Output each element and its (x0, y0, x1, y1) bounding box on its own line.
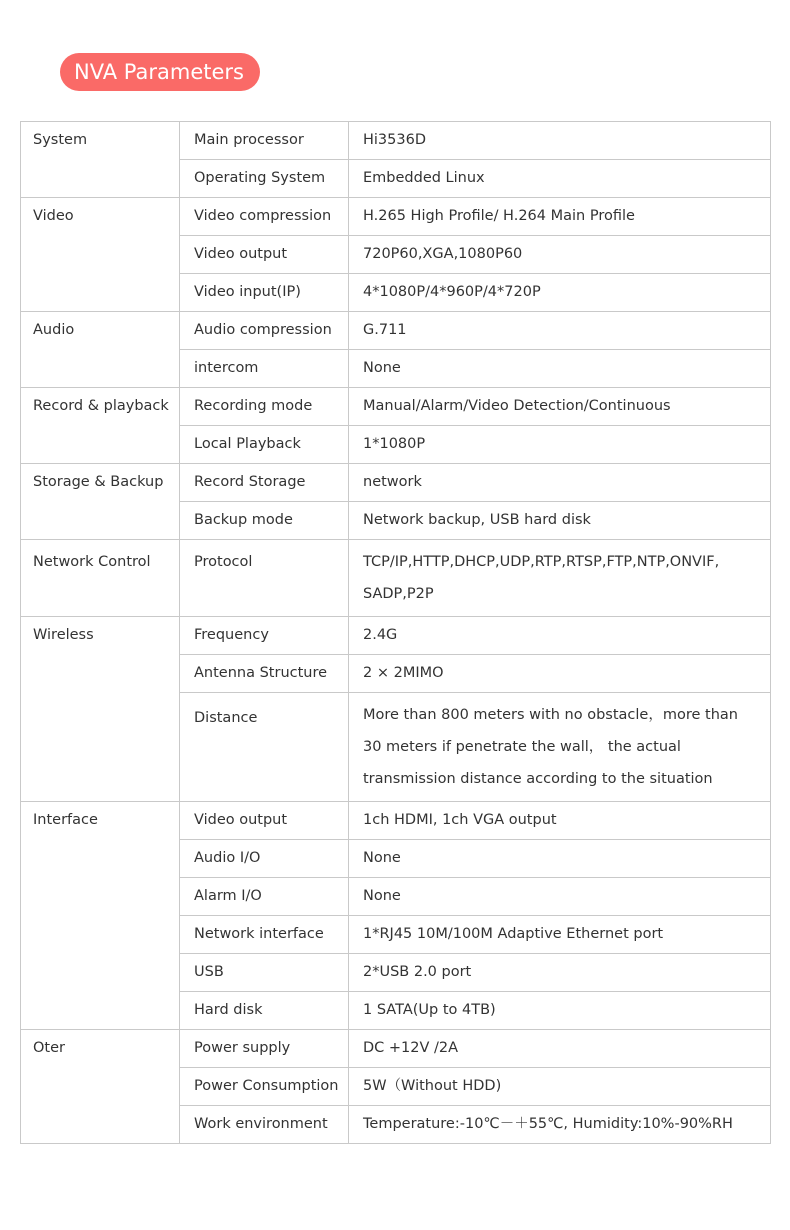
parameters-table (20, 121, 771, 1144)
parameter-value: Hi3536D (349, 122, 771, 160)
parameter-name: Backup mode (180, 502, 349, 540)
category-cell: Record & playback (21, 388, 180, 464)
parameter-value: 720P60,XGA,1080P60 (349, 236, 771, 274)
parameter-name: Video output (180, 236, 349, 274)
parameter-value: 1*1080P (349, 426, 771, 464)
category-cell: Network Control (21, 540, 180, 617)
parameter-name: Operating System (180, 160, 349, 198)
parameter-value: Temperature:-10℃－＋55℃, Humidity:10%-90%RH (349, 1106, 771, 1144)
parameter-value: 4*1080P/4*960P/4*720P (349, 274, 771, 312)
category-cell: Interface (21, 802, 180, 1030)
parameter-value: DC +12V /2A (349, 1030, 771, 1068)
category-cell: Video (21, 198, 180, 312)
parameter-name: Antenna Structure (180, 655, 349, 693)
parameter-value: TCP/IP,HTTP,DHCP,UDP,RTP,RTSP,FTP,NTP,ONVIF, SADP,P2P (349, 540, 771, 617)
parameter-value: None (349, 878, 771, 916)
table-row (21, 1030, 771, 1068)
parameter-name: Frequency (180, 617, 349, 655)
parameter-value: H.265 High Profile/ H.264 Main Profile (349, 198, 771, 236)
parameter-name: Local Playback (180, 426, 349, 464)
parameter-name: Audio I/O (180, 840, 349, 878)
parameter-name: Distance (180, 693, 349, 802)
parameter-name: Work environment (180, 1106, 349, 1144)
parameter-name: Video output (180, 802, 349, 840)
parameter-value: 2*USB 2.0 port (349, 954, 771, 992)
category-cell: Audio (21, 312, 180, 388)
parameter-name: Power Consumption (180, 1068, 349, 1106)
parameter-name: USB (180, 954, 349, 992)
parameter-value: More than 800 meters with no obstacle，more than 30 meters if penetrate the wall， the actual transmission distance according to the situation (349, 693, 771, 802)
parameter-name: intercom (180, 350, 349, 388)
parameter-value: G.711 (349, 312, 771, 350)
parameter-name: Alarm I/O (180, 878, 349, 916)
table-row (21, 617, 771, 655)
table-row (21, 198, 771, 236)
parameter-value: 2.4G (349, 617, 771, 655)
table-row (21, 312, 771, 350)
parameter-value: 1*RJ45 10M/100M Adaptive Ethernet port (349, 916, 771, 954)
table-row (21, 540, 771, 617)
parameter-name: Recording mode (180, 388, 349, 426)
parameter-value: None (349, 840, 771, 878)
parameter-name: Record Storage (180, 464, 349, 502)
parameter-value: network (349, 464, 771, 502)
page-title: NVA Parameters (60, 53, 260, 91)
parameter-name: Video compression (180, 198, 349, 236)
parameter-name: Video input(IP) (180, 274, 349, 312)
table-row (21, 802, 771, 840)
parameter-value: Embedded Linux (349, 160, 771, 198)
parameter-name: Hard disk (180, 992, 349, 1030)
parameter-value: Network backup, USB hard disk (349, 502, 771, 540)
category-cell: Storage & Backup (21, 464, 180, 540)
parameter-value: 2 × 2MIMO (349, 655, 771, 693)
parameter-value: 1 SATA(Up to 4TB) (349, 992, 771, 1030)
category-cell: Oter (21, 1030, 180, 1144)
parameter-name: Protocol (180, 540, 349, 617)
parameter-value: None (349, 350, 771, 388)
parameter-value: 1ch HDMI, 1ch VGA output (349, 802, 771, 840)
table-row (21, 122, 771, 160)
parameter-name: Audio compression (180, 312, 349, 350)
table-row (21, 388, 771, 426)
parameter-value: Manual/Alarm/Video Detection/Continuous (349, 388, 771, 426)
category-cell: Wireless (21, 617, 180, 802)
parameter-name: Power supply (180, 1030, 349, 1068)
parameter-value: 5W（Without HDD) (349, 1068, 771, 1106)
table-row (21, 464, 771, 502)
category-cell: System (21, 122, 180, 198)
parameter-name: Main processor (180, 122, 349, 160)
parameter-name: Network interface (180, 916, 349, 954)
